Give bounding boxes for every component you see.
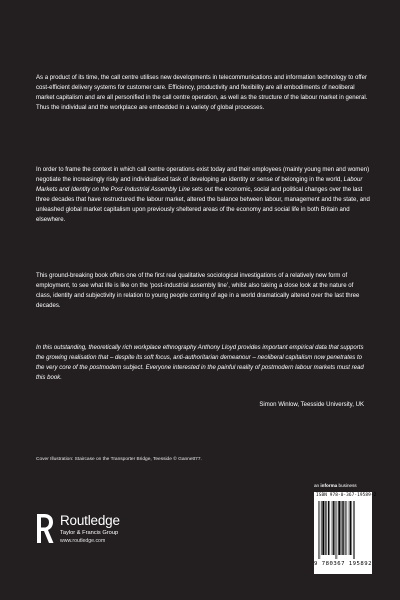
paragraph-2-rest: sets out the economic, social and political changes over the last three decades that have restructured the labour market, altered the balance between labour, management and the state, and unleashed global market capitalism upon previously sheltered areas of the economy and social life in both Britain and elsewhere.	[36, 187, 370, 223]
barcode-bar	[354, 501, 355, 559]
barcode-bar	[349, 501, 350, 555]
informa-suffix: business	[337, 483, 357, 488]
barcode-icon	[318, 501, 368, 559]
barcode-bar	[343, 501, 344, 555]
publisher-name: Routledge	[60, 513, 120, 528]
barcode-bar	[325, 501, 326, 555]
informa-tagline	[314, 483, 357, 489]
barcode-bar	[345, 501, 346, 555]
description-paragraph-2	[36, 165, 370, 225]
barcode-bar	[333, 501, 334, 555]
barcode-bar	[338, 501, 340, 555]
barcode-panel	[314, 492, 377, 574]
routledge-r-logo-icon	[34, 512, 54, 545]
barcode-bar	[342, 501, 343, 555]
isbn-label: ISBN 978-0-367-19589-2	[316, 493, 377, 498]
barcode-bar	[322, 501, 324, 555]
barcode-bar	[326, 501, 327, 555]
barcode-bar	[350, 501, 351, 555]
barcode-bar	[336, 501, 337, 559]
barcode-bar	[320, 501, 321, 559]
barcode-bar	[337, 501, 338, 559]
cover-illustration-credit: Cover Illustration: Staircase on the Transporter Bridge, Teesside © Gannett77.	[36, 457, 202, 462]
endorsement-attribution: Simon Winlow, Teesside University, UK	[259, 402, 364, 408]
endorsement-quote: In this outstanding, theoretically rich workplace ethnography Anthony Lloyd provides important empirical data that supports the growing realisation that – despite its soft focus, anti-authoritarian demeanour – neoliberal capitalism now penetrates to the very core of the postmodern subject. Everyone interested in the painful reality of postmodern labour markets must read this book.	[36, 345, 364, 381]
barcode-bar	[334, 501, 335, 555]
informa-name: informa	[320, 483, 338, 488]
barcode-bar	[353, 501, 354, 559]
barcode-bar	[330, 501, 331, 555]
publisher-url[interactable]: www.routledge.com	[60, 538, 106, 544]
publisher-group: Taylor & Francis Group	[60, 530, 119, 536]
barcode-bar	[341, 501, 342, 555]
informa-prefix: an	[314, 483, 321, 488]
barcode-bar	[328, 501, 329, 555]
description-paragraph-3: This ground-breaking book offers one of the first real qualitative sociological investigations of a relatively new form of employment, to see what life is like on the ‘post-industrial assembly line’, whilst also taking a close look at the nature of class, identity and subjectivity in relation to young people coming of age in a world dramatically altered over the last three decades.	[36, 273, 360, 309]
publisher-logo	[34, 512, 174, 552]
barcode-bar	[319, 501, 320, 559]
barcode-bar	[321, 501, 322, 555]
book-title-inline: Labour Markets and Identity on the Post-Industrial Assembly Line	[36, 177, 363, 193]
description-paragraph-1: As a product of its time, the call centre utilises new developments in telecommunications and information technology to offer cost-efficient delivery systems for customer care. Efficiency, productivity and flexibility are all embodiments of neoliberal market capitalism and are all personified in the call centre operation, as well as the structure of the labour market in general. Thus the individual and the workplace are embedded in a variety of global processes.	[36, 75, 368, 111]
barcode-bar	[347, 501, 348, 555]
barcode-bar	[332, 501, 333, 555]
barcode-digits: 9 780367 195892	[314, 561, 373, 567]
paragraph-2-lead: In order to frame the context in which call centre operations exist today and their employees (mainly young men and women) negotiate the increasingly risky and individualised task of developing an identity or sense of belonging in the world,	[36, 167, 370, 183]
barcode-bar	[352, 501, 353, 555]
